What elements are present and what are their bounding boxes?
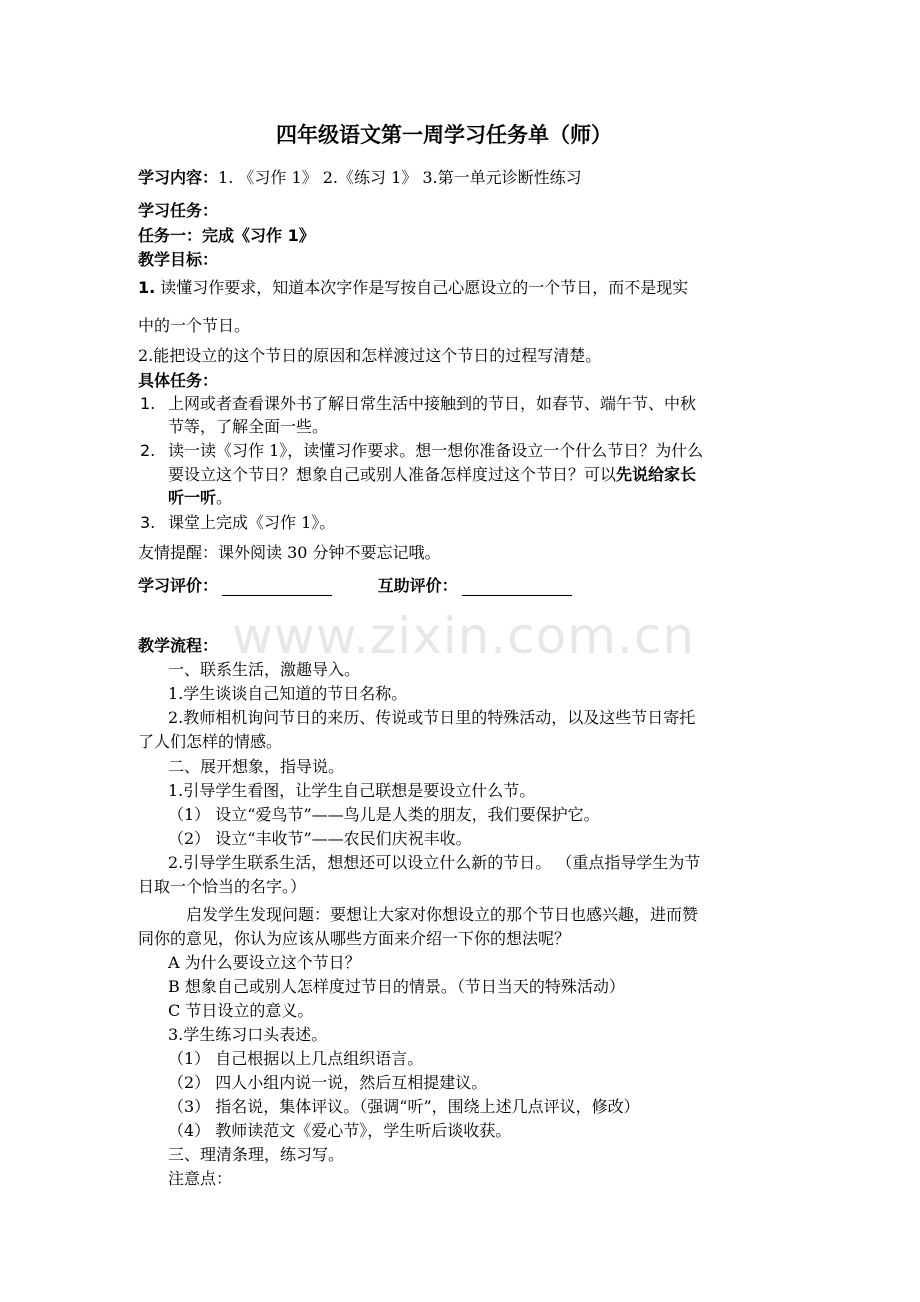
evaluation-line xyxy=(138,576,572,596)
goal-1-continued: 中的一个节日。 xyxy=(138,316,251,335)
process-heading: 教学流程： xyxy=(138,636,219,655)
step-2-item-3a: （1） 自己根据以上几点组织语言。 xyxy=(168,1049,424,1068)
page-title: 四年级语文第一周学习任务单（师） xyxy=(276,123,612,147)
tasks-heading: 学习任务： xyxy=(138,201,219,220)
step-1-item-2: 2.教师相机询问节日的来历、传说或节日里的特殊活动，以及这些节日寄托 xyxy=(168,708,696,727)
step-3-heading: 三、理清条理，练习写。 xyxy=(168,1145,345,1164)
content-label: 学习内容： xyxy=(138,168,219,187)
specific-item-2: 读一读《习作 1》，读懂习作要求。想一想你准备设立一个什么节日？为什么 xyxy=(168,441,704,460)
step-1-item-2-continued: 了人们怎样的情感。 xyxy=(138,732,283,751)
peer-evaluation-label: 互助评价： xyxy=(377,576,458,595)
step-2-item-1b: （2） 设立“丰收节”——农民们庆祝丰收。 xyxy=(168,829,472,848)
step-2-item-3: 3.学生练习口头表述。 xyxy=(168,1025,328,1044)
specific-item-2-emphasis: 先说给家长 xyxy=(616,465,697,484)
specific-item-2-continued xyxy=(168,465,696,485)
specific-item-1-continued: 节等，了解全面一些。 xyxy=(168,417,329,436)
step-2-item-2-continued: 日取一个恰当的名字。） xyxy=(138,877,307,896)
note-label: 注意点： xyxy=(168,1169,233,1188)
option-a: A 为什么要设立这个节日？ xyxy=(168,953,361,972)
step-2-item-3c: （3） 指名说，集体评议。（强调“听”，围绕上述几点评议，修改） xyxy=(168,1097,640,1116)
step-2-question-continued: 同你的意见，你认为应该从哪些方面来介绍一下你的想法呢？ xyxy=(138,929,571,948)
step-2-question: 启发学生发现问题：要想让大家对你想设立的那个节日也感兴趣，进而赞 xyxy=(186,905,699,924)
step-2-item-1: 1.引导学生看图，让学生自己联想是要设立什么节。 xyxy=(168,781,536,800)
step-2-item-2: 2.引导学生联系生活，想想还可以设立什么新的节日。 （重点指导学生为节 xyxy=(168,853,701,872)
task1-heading: 任务一：完成《习作 1》 xyxy=(138,226,315,245)
reminder: 友情提醒：课外阅读 30 分钟不要忘记哦。 xyxy=(138,543,441,562)
goal-2: 2.能把设立的这个节日的原因和怎样渡过这个节日的过程写清楚。 xyxy=(138,346,602,365)
watermark: www.zixin.com.cn xyxy=(232,607,696,665)
step-2-item-1a: （1） 设立“爱鸟节”——鸟儿是人类的朋友，我们要保护它。 xyxy=(168,805,600,824)
goals-heading: 教学目标： xyxy=(138,250,219,269)
specific-item-2-end xyxy=(168,488,232,508)
step-1-heading: 一、联系生活，激趣导入。 xyxy=(168,660,361,679)
peer-evaluation-blank xyxy=(462,577,572,596)
specific-item-2-period: 。 xyxy=(216,488,233,507)
step-2-item-3d: （4） 教师读范文《爱心节》，学生听后谈收获。 xyxy=(168,1121,512,1140)
step-2-heading: 二、展开想象，指导说。 xyxy=(168,757,345,776)
specific-item-2-emphasis-end: 听一听 xyxy=(168,488,217,507)
evaluation-blank xyxy=(222,577,332,596)
specific-item-3: 课堂上完成《习作 1》。 xyxy=(168,513,336,532)
content-items: 1. 《习作 1》 2.《练习 1》 3.第一单元诊断性练习 xyxy=(218,168,582,187)
specific-tasks-heading: 具体任务： xyxy=(138,371,219,390)
option-b: B 想象自己或别人怎样度过节日的情景。（节日当天的特殊活动） xyxy=(168,977,625,996)
step-1-item-1: 1.学生谈谈自己知道的节日名称。 xyxy=(168,684,408,703)
goal-1 xyxy=(138,278,688,298)
specific-item-2-number: 2. xyxy=(140,441,156,460)
goal-1-number: 1. xyxy=(138,278,156,297)
option-c: C 节日设立的意义。 xyxy=(168,1001,314,1020)
specific-item-3-number: 3. xyxy=(140,513,156,532)
content-line xyxy=(138,168,582,188)
step-2-item-3b: （2） 四人小组内说一说，然后互相提建议。 xyxy=(168,1073,488,1092)
specific-item-1-number: 1. xyxy=(140,394,156,413)
specific-item-2-text: 要设立这个节日？想象自己或别人准备怎样度过这个节日？可以 xyxy=(168,465,617,484)
goal-1-text: 读懂习作要求，知道本次字作是写按自己心愿设立的一个节日，而不是现实 xyxy=(155,278,689,297)
evaluation-label: 学习评价： xyxy=(138,576,219,595)
specific-item-1: 上网或者查看课外书了解日常生活中接触到的节日，如春节、端午节、中秋 xyxy=(168,394,697,413)
